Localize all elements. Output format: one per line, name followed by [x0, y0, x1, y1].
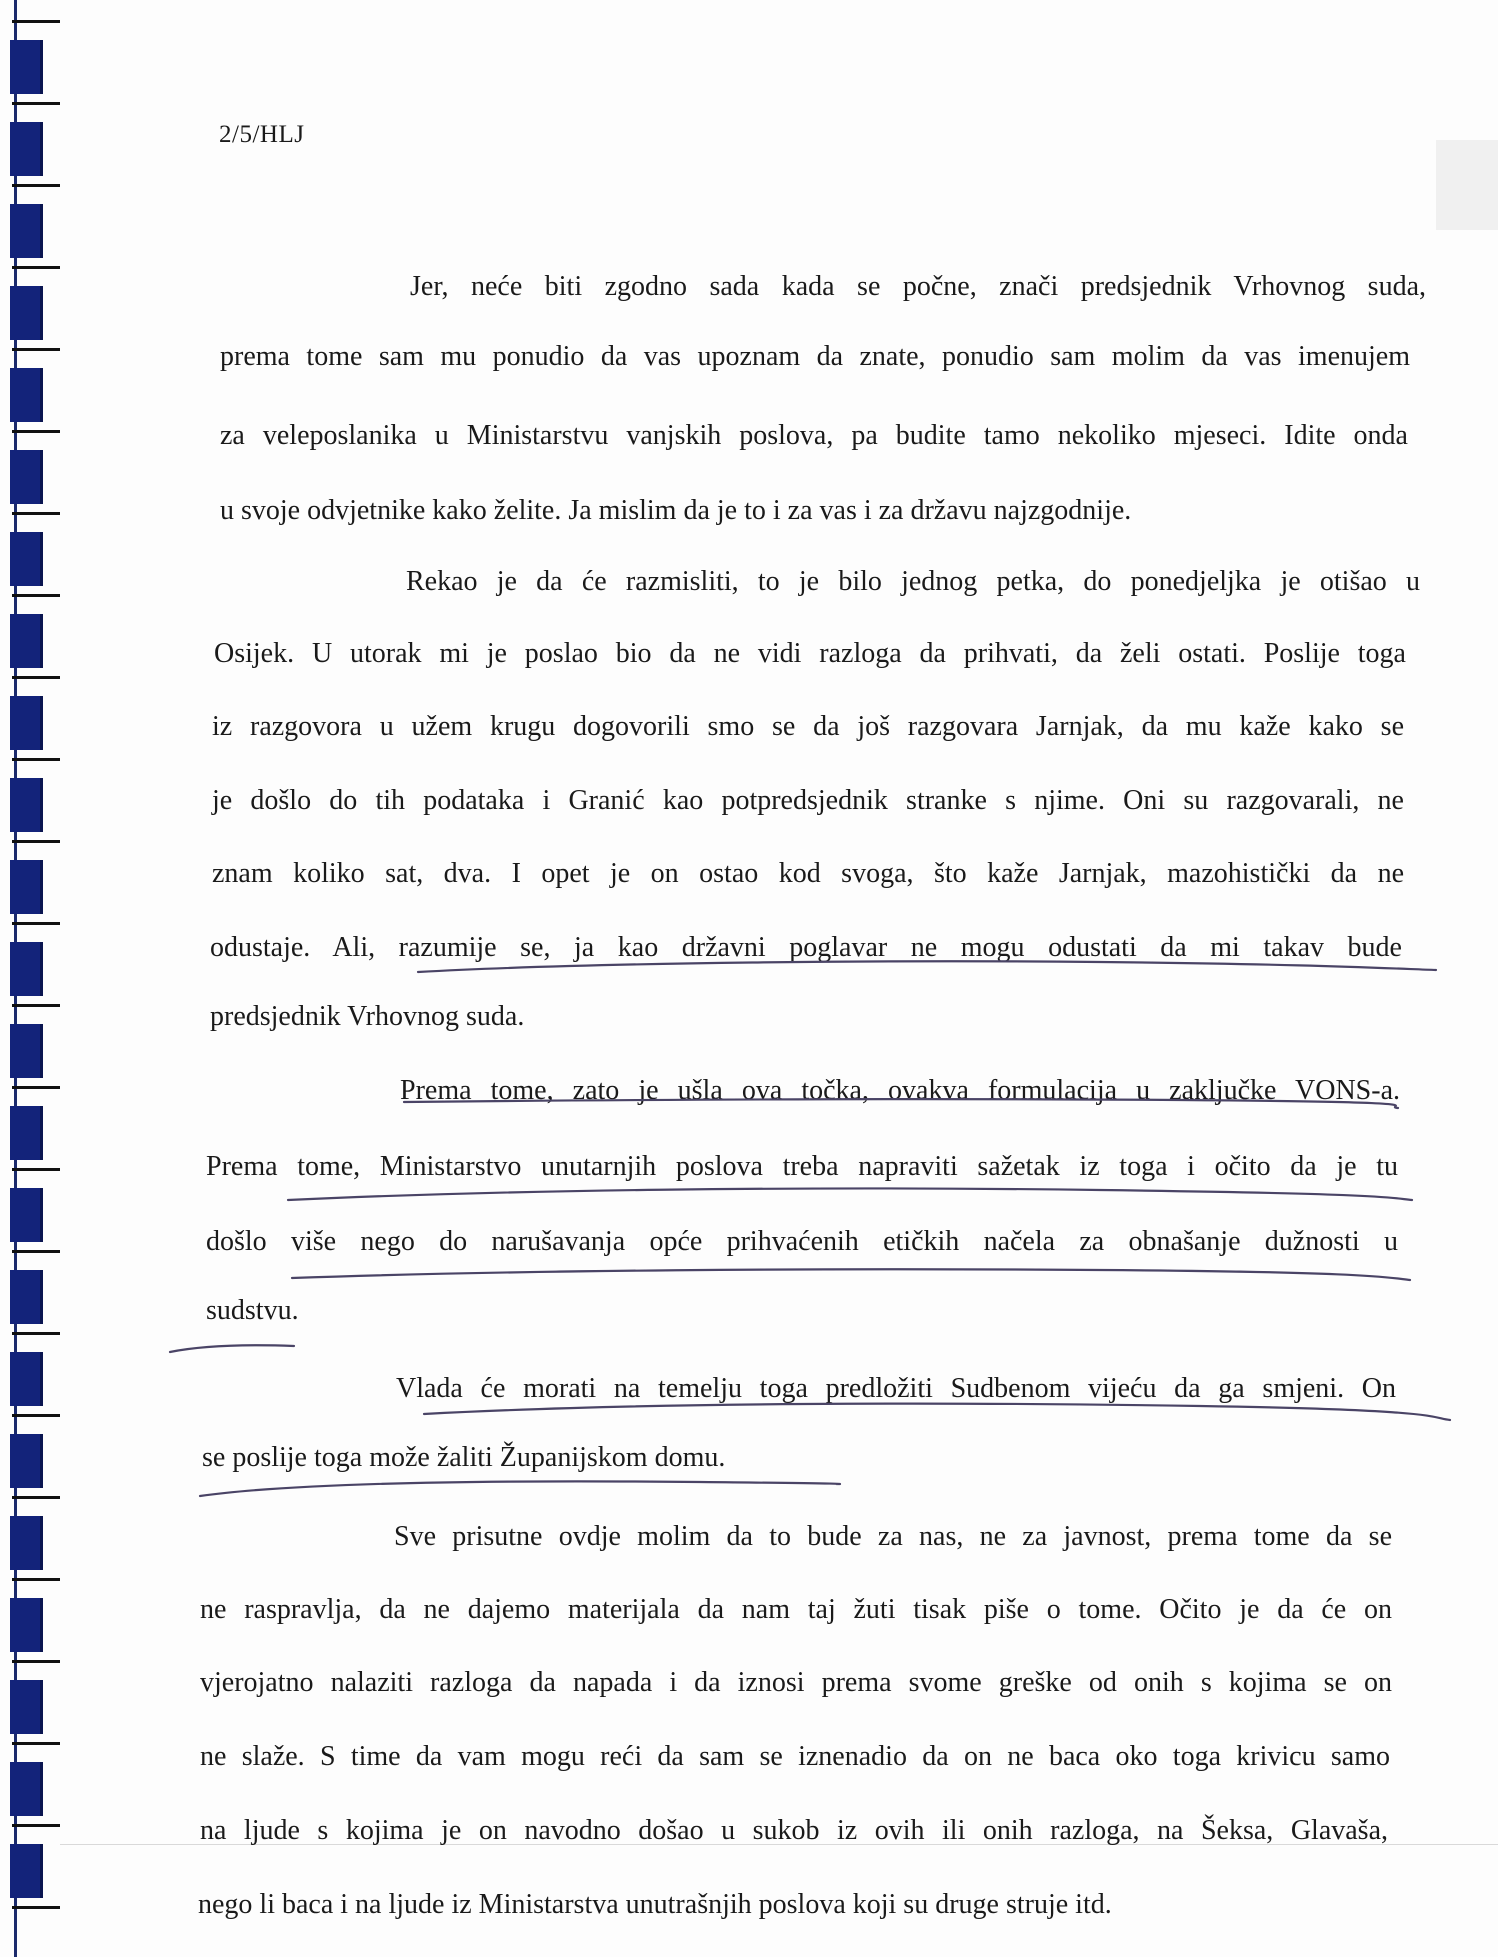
text-line: Osijek. U utorak mi je poslao bio da ne vidi razloga da prihvati, da želi ostati. Poslije toga [214, 638, 1406, 669]
text-line: Jer, neće biti zgodno sada kada se počne, znači predsjednik Vrhovnog suda, [410, 271, 1426, 302]
pen-underline [292, 1269, 1410, 1280]
text-line: predsjednik Vrhovnog suda. [210, 1001, 525, 1032]
text-line: nego li baca i na ljude iz Ministarstva unutrašnjih poslova koji su druge struje itd. [198, 1889, 1112, 1920]
text-line: odustaje. Ali, razumije se, ja kao državni poglavar ne mogu odustati da mi takav bude [210, 932, 1402, 963]
text-line: Vlada će morati na temelju toga predložiti Sudbenom vijeću da ga smjeni. On [396, 1373, 1396, 1404]
spiral-binding [0, 0, 60, 1957]
pen-underline [424, 1404, 1450, 1420]
text-line: na ljude s kojima je on navodno došao u sukob iz ovih ili onih razloga, na Šeksa, Glavaša, [200, 1815, 1388, 1846]
text-line: došlo više nego do narušavanja opće prihvaćenih etičkih načela za obnašanje dužnosti u [206, 1226, 1398, 1257]
text-line: ne slaže. S time da vam mogu reći da sam se iznenadio da on ne baca oko toga krivicu samo [200, 1741, 1390, 1772]
text-line: prema tome sam mu ponudio da vas upoznam da znate, ponudio sam molim da vas imenujem [220, 341, 1410, 372]
pen-underline [200, 1481, 840, 1496]
text-line: vjerojatno nalaziti razloga da napada i da iznosi prema svome greške od onih s kojima se on [200, 1667, 1392, 1698]
pen-underline [288, 1188, 1412, 1200]
text-line: Prema tome, Ministarstvo unutarnjih poslova treba napraviti sažetak iz toga i očito da je tu [206, 1151, 1398, 1182]
text-line: znam koliko sat, dva. I opet je on ostao kod svoga, što kaže Jarnjak, mazohistički da ne [212, 858, 1404, 889]
text-line: se poslije toga može žaliti Županijskom domu. [202, 1442, 726, 1473]
text-line: u svoje odvjetnike kako želite. Ja mislim da je to i za vas i za državu najzgodnije. [220, 495, 1132, 526]
text-line: sudstvu. [206, 1295, 299, 1326]
pen-underline [170, 1345, 294, 1352]
scan-shadow [1436, 140, 1498, 230]
text-line: Prema tome, zato je ušla ova točka, ovakva formulacija u zaključke VONS-a. [400, 1075, 1400, 1106]
text-line: ne raspravlja, da ne dajemo materijala da nam taj žuti tisak piše o tome. Očito je da će on [200, 1594, 1392, 1625]
text-line: Rekao je da će razmisliti, to je bilo jednog petka, do ponedjeljka je otišao u [406, 566, 1420, 597]
text-line: iz razgovora u užem krugu dogovorili smo se da još razgovara Jarnjak, da mu kaže kako se [212, 711, 1404, 742]
page-reference: 2/5/HLJ [219, 121, 305, 148]
text-line: za veleposlanika u Ministarstvu vanjskih poslova, pa budite tamo nekoliko mjeseci. Idite onda [220, 420, 1408, 451]
text-line: je došlo do tih podataka i Granić kao potpredsjednik stranke s njime. Oni su razgovarali, ne [212, 785, 1404, 816]
text-line: Sve prisutne ovdje molim da to bude za nas, ne za javnost, prema tome da se [394, 1521, 1392, 1552]
